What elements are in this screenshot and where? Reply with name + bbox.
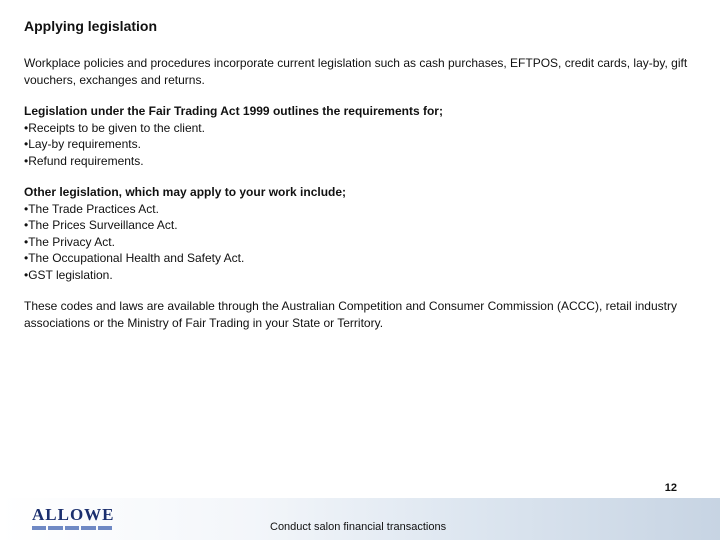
- slide-body: [24, 55, 696, 346]
- course-title: Conduct salon financial transactions: [270, 521, 447, 533]
- fair-trading-list: [24, 120, 696, 170]
- list-item: • Refund requirements.: [24, 153, 696, 170]
- list-item: • GST legislation.: [24, 267, 696, 284]
- allowe-logo: [32, 505, 115, 532]
- closing-paragraph: These codes and laws are available through the Australian Competition and Consumer Commission (ACCC), retail industry associations or the Ministry of Fair Trading in your State or Territory.: [24, 299, 677, 330]
- list-item: • The Privacy Act.: [24, 234, 696, 251]
- logo-stripe-icon: [32, 526, 112, 530]
- other-legislation-list: [24, 201, 696, 284]
- other-legislation-section: [24, 184, 696, 283]
- slide-title: Applying legislation: [24, 18, 158, 34]
- fair-trading-heading: Legislation under the Fair Trading Act 1999 outlines the requirements for;: [24, 104, 443, 118]
- list-item: • Receipts to be given to the client.: [24, 120, 696, 137]
- other-legislation-heading: Other legislation, which may apply to your work include;: [24, 185, 347, 199]
- page-number: 12: [664, 482, 677, 494]
- list-item: • The Trade Practices Act.: [24, 201, 696, 218]
- list-item: • Lay-by requirements.: [24, 136, 696, 153]
- list-item: • The Prices Surveillance Act.: [24, 217, 696, 234]
- intro-paragraph: Workplace policies and procedures incorporate current legislation such as cash purchases, EFTPOS, credit cards, lay-by, gift vouchers, exchanges and returns.: [24, 56, 688, 87]
- footer-bar: [0, 498, 720, 540]
- list-item: • The Occupational Health and Safety Act.: [24, 250, 696, 267]
- fair-trading-section: [24, 103, 696, 169]
- logo-text: ALLOWE: [32, 505, 115, 524]
